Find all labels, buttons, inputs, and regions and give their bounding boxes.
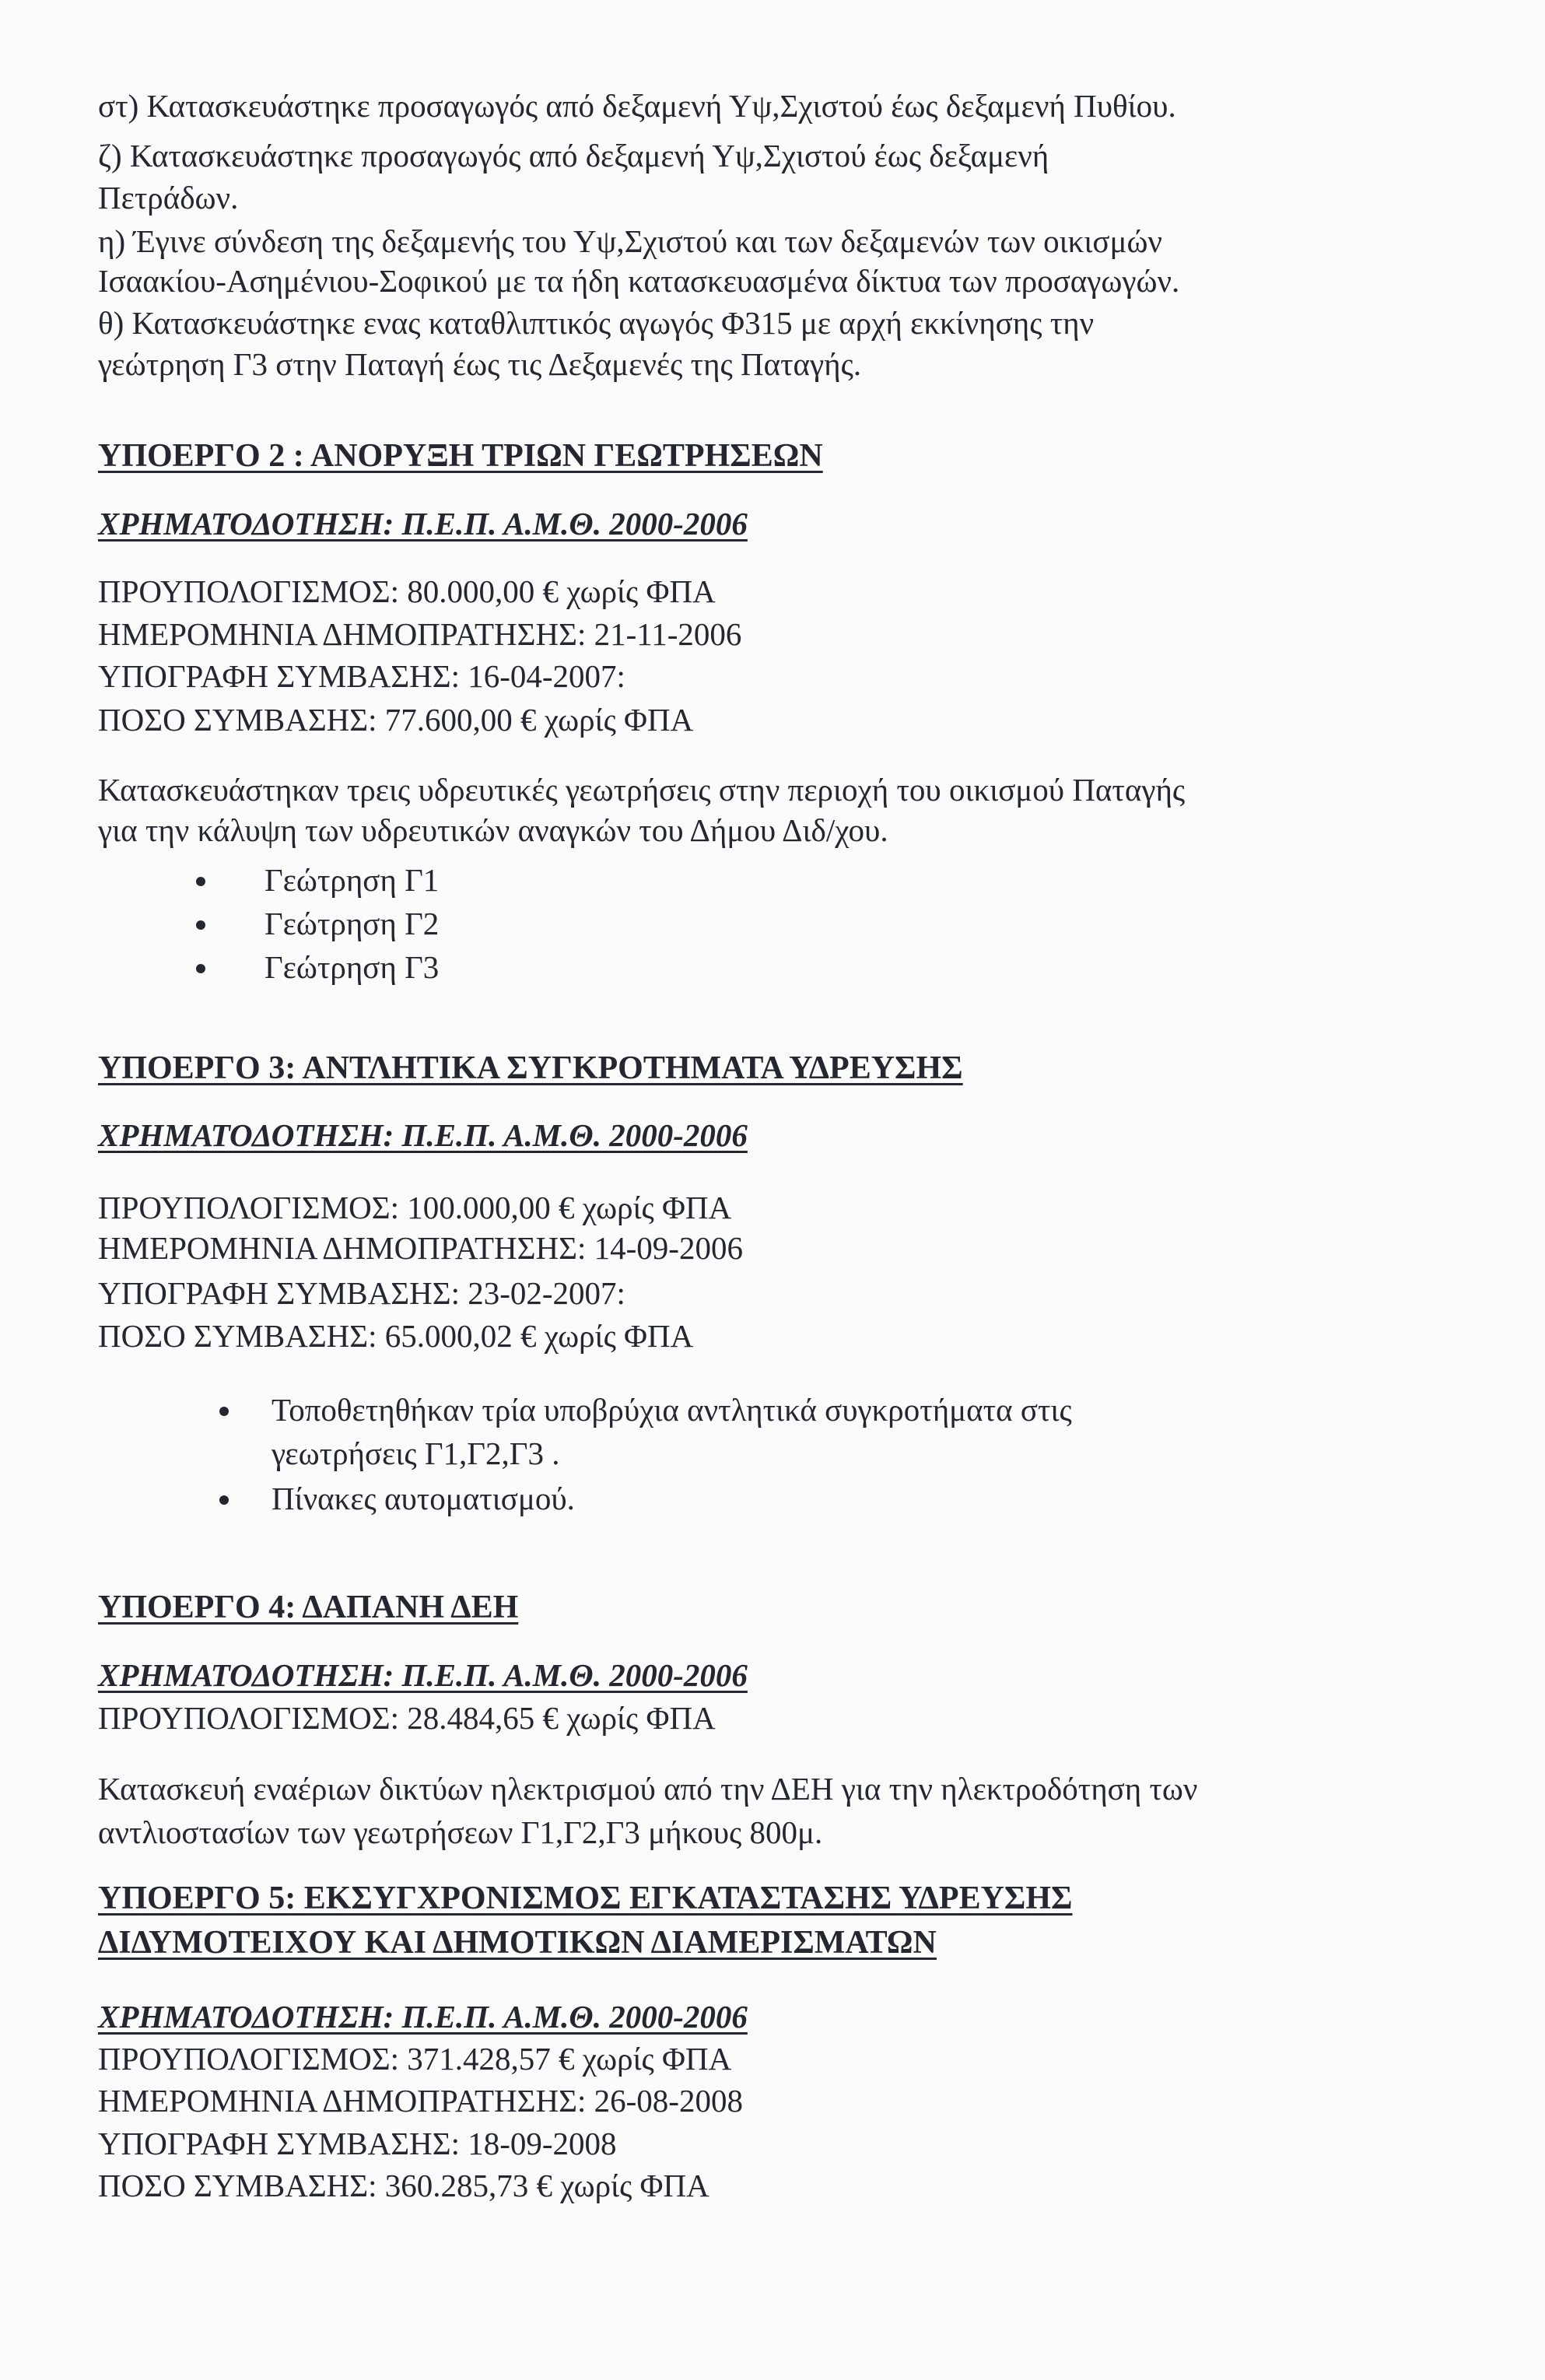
subproject-3-budget: ΠΡΟΥΠΟΛΟΓΙΣΜΟΣ: 100.000,00 € χωρίς ΦΠΑ	[98, 1190, 732, 1225]
subproject-2-auction-date: ΗΜΕΡΟΜΗΝΙΑ ΔΗΜΟΠΡΑΤΗΣΗΣ: 21-11-2006	[98, 616, 742, 652]
intro-line: θ) Κατασκευάστηκε ενας καταθλιπτικός αγωγός Φ315 με αρχή εκκίνησης την	[98, 305, 1095, 341]
list-item: Γεώτρηση Γ3	[265, 949, 440, 985]
intro-line: Πετράδων.	[98, 180, 239, 216]
subproject-4-budget: ΠΡΟΥΠΟΛΟΓΙΣΜΟΣ: 28.484,65 € χωρίς ΦΠΑ	[98, 1700, 716, 1736]
subproject-5-contract-signing: ΥΠΟΓΡΑΦΗ ΣΥΜΒΑΣΗΣ: 18-09-2008	[98, 2126, 617, 2161]
subproject-2-title: ΥΠΟΕΡΓΟ 2 : ΑΝΟΡΥΞΗ ΤΡΙΩΝ ΓΕΩΤΡΗΣΕΩΝ	[98, 438, 823, 474]
subproject-5-budget: ΠΡΟΥΠΟΛΟΓΙΣΜΟΣ: 371.428,57 € χωρίς ΦΠΑ	[98, 2041, 732, 2077]
bullet-icon	[196, 877, 205, 886]
list-item: Τοποθετηθήκαν τρία υποβρύχια αντλητικά συγκροτήματα στις	[272, 1392, 1072, 1428]
subproject-3-contract-amount: ΠΟΣΟ ΣΥΜΒΑΣΗΣ: 65.000,02 € χωρίς ΦΠΑ	[98, 1318, 694, 1354]
list-item: Γεώτρηση Γ1	[265, 862, 440, 898]
subproject-3-funding: ΧΡΗΜΑΤΟΔΟΤΗΣΗ: Π.Ε.Π. Α.Μ.Θ. 2000-2006	[98, 1117, 748, 1153]
subproject-2-funding: ΧΡΗΜΑΤΟΔΟΤΗΣΗ: Π.Ε.Π. Α.Μ.Θ. 2000-2006	[98, 506, 748, 542]
bullet-icon	[219, 1495, 229, 1505]
intro-line: στ) Κατασκευάστηκε προσαγωγός από δεξαμενή Υψ,Σχιστού έως δεξαμενή Πυθίου.	[98, 88, 1176, 124]
subproject-4-funding: ΧΡΗΜΑΤΟΔΟΤΗΣΗ: Π.Ε.Π. Α.Μ.Θ. 2000-2006	[98, 1657, 748, 1693]
list-item: Πίνακες αυτοματισμού.	[272, 1481, 575, 1516]
bullet-icon	[196, 920, 205, 930]
subproject-3-contract-signing: ΥΠΟΓΡΑΦΗ ΣΥΜΒΑΣΗΣ: 23-02-2007:	[98, 1275, 625, 1311]
subproject-2-description: Κατασκευάστηκαν τρεις υδρευτικές γεωτρήσεις στην περιοχή του οικισμού Παταγής	[98, 772, 1186, 808]
subproject-2-description: για την κάλυψη των υδρευτικών αναγκών του Δήμου Διδ/χου.	[98, 812, 888, 848]
intro-line: Ισαακίου-Ασημένιου-Σοφικού με τα ήδη κατασκευασμένα δίκτυα των προσαγωγών.	[98, 263, 1180, 299]
list-item: Γεώτρηση Γ2	[265, 906, 440, 941]
subproject-3-title: ΥΠΟΕΡΓΟ 3: ΑΝΤΛΗΤΙΚΑ ΣΥΓΚΡΟΤΗΜΑΤΑ ΥΔΡΕΥΣΗΣ	[98, 1050, 963, 1086]
subproject-4-description: Κατασκευή εναέριων δικτύων ηλεκτρισμού από την ΔΕΗ για την ηλεκτροδότηση των	[98, 1771, 1198, 1807]
subproject-5-funding: ΧΡΗΜΑΤΟΔΟΤΗΣΗ: Π.Ε.Π. Α.Μ.Θ. 2000-2006	[98, 1999, 748, 2035]
intro-line: γεώτρηση Γ3 στην Παταγή έως τις Δεξαμενές της Παταγής.	[98, 346, 862, 382]
bullet-icon	[219, 1407, 229, 1416]
subproject-4-title: ΥΠΟΕΡΓΟ 4: ΔΑΠΑΝΗ ΔΕΗ	[98, 1590, 519, 1625]
intro-line: η) Έγινε σύνδεση της δεξαμενής του Υψ,Σχιστού και των δεξαμενών των οικισμών	[98, 223, 1162, 259]
subproject-3-auction-date: ΗΜΕΡΟΜΗΝΙΑ ΔΗΜΟΠΡΑΤΗΣΗΣ: 14-09-2006	[98, 1230, 743, 1266]
subproject-5-auction-date: ΗΜΕΡΟΜΗΝΙΑ ΔΗΜΟΠΡΑΤΗΣΗΣ: 26-08-2008	[98, 2083, 743, 2119]
subproject-2-contract-amount: ΠΟΣΟ ΣΥΜΒΑΣΗΣ: 77.600,00 € χωρίς ΦΠΑ	[98, 702, 694, 738]
subproject-4-description: αντλιοστασίων των γεωτρήσεων Γ1,Γ2,Γ3 μήκους 800μ.	[98, 1814, 823, 1850]
subproject-2-contract-signing: ΥΠΟΓΡΑΦΗ ΣΥΜΒΑΣΗΣ: 16-04-2007:	[98, 658, 625, 694]
intro-line: ζ) Κατασκευάστηκε προσαγωγός από δεξαμενή Υψ,Σχιστού έως δεξαμενή	[98, 138, 1049, 174]
subproject-2-budget: ΠΡΟΥΠΟΛΟΓΙΣΜΟΣ: 80.000,00 € χωρίς ΦΠΑ	[98, 573, 716, 609]
list-item-continuation: γεωτρήσεις Γ1,Γ2,Γ3 .	[272, 1435, 560, 1471]
subproject-5-title: ΥΠΟΕΡΓΟ 5: ΕΚΣΥΓΧΡΟΝΙΣΜΟΣ ΕΓΚΑΤΑΣΤΑΣΗΣ ΥΔΡΕΥΣΗΣ	[98, 1881, 1073, 1916]
bullet-icon	[196, 964, 205, 973]
subproject-5-contract-amount: ΠΟΣΟ ΣΥΜΒΑΣΗΣ: 360.285,73 € χωρίς ΦΠΑ	[98, 2168, 709, 2203]
subproject-5-title: ΔΙΔΥΜΟΤΕΙΧΟΥ ΚΑΙ ΔΗΜΟΤΙΚΩΝ ΔΙΑΜΕΡΙΣΜΑΤΩΝ	[98, 1925, 937, 1961]
